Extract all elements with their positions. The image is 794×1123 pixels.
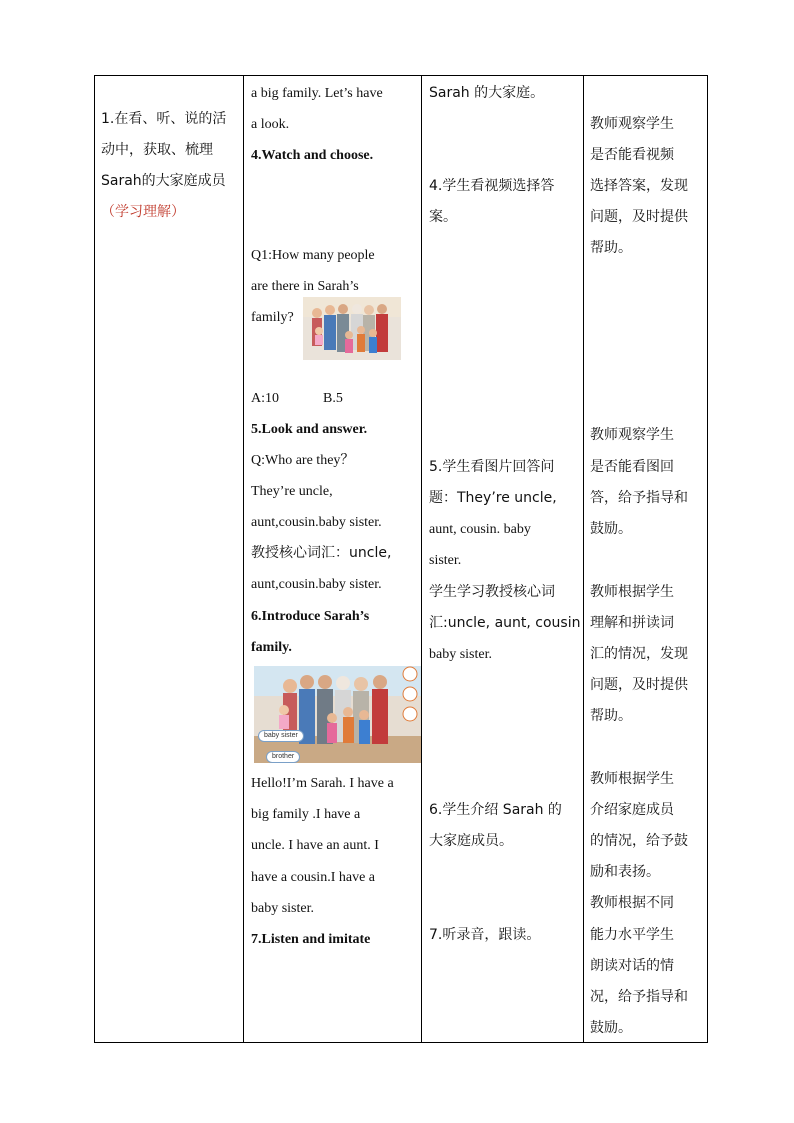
activity-text: aunt,cousin.baby sister. bbox=[251, 515, 382, 530]
student-text: aunt, cousin. baby bbox=[429, 522, 531, 537]
objective-column bbox=[95, 76, 243, 1042]
activity-text: Hello!I’m Sarah. I have a bbox=[251, 776, 394, 791]
assessment-text: 教师根据学生 bbox=[590, 771, 674, 787]
student-text: Sarah 的大家庭。 bbox=[429, 85, 545, 101]
image-label: brother bbox=[266, 751, 300, 763]
student-text: 7.听录音，跟读。 bbox=[429, 927, 541, 943]
assessment-text: 能力水平学生 bbox=[590, 927, 674, 943]
activity-text: uncle. I have an aunt. I bbox=[251, 838, 379, 853]
activity-text: a look. bbox=[251, 117, 290, 132]
activity-text: 教授核心词汇：uncle, bbox=[251, 545, 392, 561]
student-text: sister. bbox=[429, 553, 462, 568]
student-text: 汇:uncle, aunt, cousin bbox=[429, 615, 581, 631]
student-text: 题：They’re uncle, bbox=[429, 490, 557, 506]
activity-text: a big family. Let’s have bbox=[251, 86, 383, 101]
step-heading: 7.Listen and imitate bbox=[251, 932, 371, 947]
assessment-text: 理解和拼读词 bbox=[590, 615, 674, 631]
student-text: 学生学习教授核心词 bbox=[429, 584, 555, 600]
assessment-text: 是否能看图回 bbox=[590, 459, 674, 475]
image-label: baby sister bbox=[258, 730, 304, 742]
assessment-text: 励和表扬。 bbox=[590, 864, 660, 880]
assessment-text: 汇的情况，发现 bbox=[590, 646, 688, 662]
objective-line: Sarah的大家庭成员 bbox=[101, 173, 226, 189]
assessment-text: 教师观察学生 bbox=[590, 116, 674, 132]
activity-text: aunt,cousin.baby sister. bbox=[251, 577, 382, 592]
assessment-column bbox=[584, 76, 708, 1042]
assessment-text: 况，给予指导和 bbox=[590, 989, 688, 1005]
assessment-text: 介绍家庭成员 bbox=[590, 802, 674, 818]
student-column bbox=[422, 76, 583, 1042]
activity-text: They’re uncle, bbox=[251, 484, 333, 499]
objective-line: 动中，获取、梳理 bbox=[101, 142, 213, 158]
activity-text: Q:Who are they？ bbox=[251, 453, 355, 468]
assessment-text: 帮助。 bbox=[590, 708, 632, 724]
student-text: 4.学生看视频选择答 bbox=[429, 178, 555, 194]
lesson-plan-table bbox=[94, 75, 708, 1043]
assessment-text: 是否能看视频 bbox=[590, 147, 674, 163]
assessment-text: 选择答案，发现 bbox=[590, 178, 688, 194]
assessment-text: 问题，及时提供 bbox=[590, 209, 688, 225]
question-text: Q1:How many people bbox=[251, 248, 375, 263]
activity-text: big family .I have a bbox=[251, 807, 361, 822]
activity-column bbox=[244, 76, 421, 1042]
assessment-text: 的情况，给予鼓 bbox=[590, 833, 688, 849]
assessment-text: 朗读对话的情 bbox=[590, 958, 674, 974]
assessment-text: 答，给予指导和 bbox=[590, 490, 688, 506]
assessment-text: 教师根据学生 bbox=[590, 584, 674, 600]
student-text: 案。 bbox=[429, 209, 457, 225]
step-heading: 6.Introduce Sarah’s bbox=[251, 609, 370, 624]
assessment-text: 帮助。 bbox=[590, 240, 632, 256]
step-heading: 4.Watch and choose. bbox=[251, 148, 374, 163]
option-b: B.5 bbox=[323, 391, 343, 406]
assessment-text: 教师观察学生 bbox=[590, 427, 674, 443]
assessment-text: 鼓励。 bbox=[590, 521, 632, 537]
assessment-text: 鼓励。 bbox=[590, 1020, 632, 1036]
question-text: are there in Sarah’s bbox=[251, 279, 359, 294]
family-photo-large bbox=[254, 666, 421, 763]
family-illustration bbox=[254, 666, 421, 763]
activity-text: baby sister. bbox=[251, 901, 314, 916]
question-text: family? bbox=[251, 310, 294, 325]
assessment-text: 教师根据不同 bbox=[590, 895, 674, 911]
family-illustration bbox=[303, 297, 401, 360]
assessment-text: 问题，及时提供 bbox=[590, 677, 688, 693]
option-a: A:10 bbox=[251, 391, 279, 406]
objective-category: （学习理解） bbox=[101, 204, 185, 220]
student-text: 5.学生看图片回答问 bbox=[429, 459, 555, 475]
activity-text: have a cousin.I have a bbox=[251, 870, 375, 885]
objective-line: 1.在看、听、说的活 bbox=[101, 111, 227, 127]
student-text: 6.学生介绍 Sarah 的 bbox=[429, 802, 562, 818]
step-heading: family. bbox=[251, 640, 292, 655]
student-text: baby sister. bbox=[429, 647, 492, 662]
step-heading: 5.Look and answer. bbox=[251, 422, 368, 437]
family-photo-small bbox=[303, 297, 401, 360]
student-text: 大家庭成员。 bbox=[429, 833, 513, 849]
